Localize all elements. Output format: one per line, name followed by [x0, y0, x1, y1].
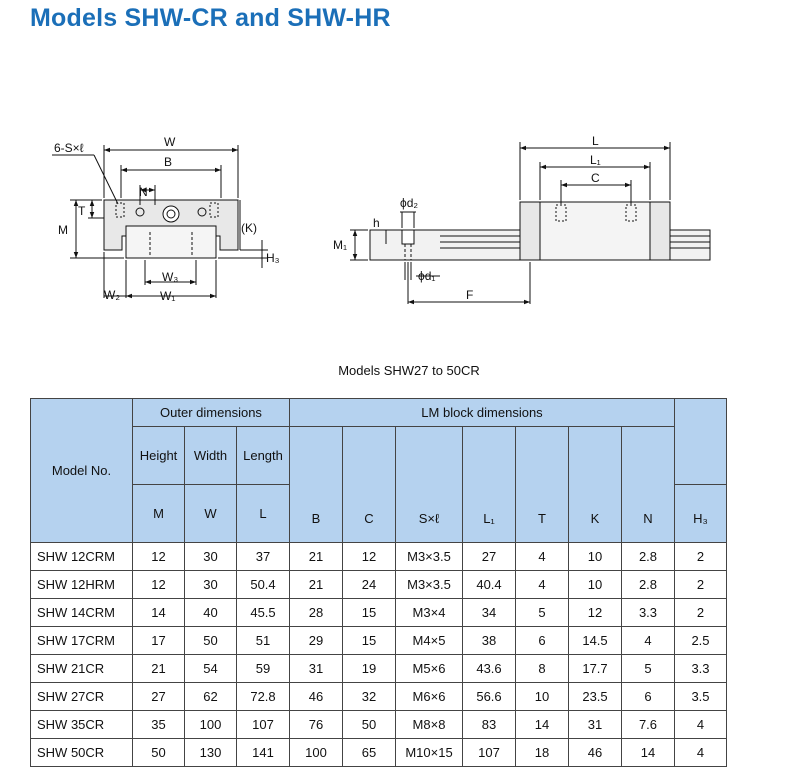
value-cell: 8: [516, 655, 569, 683]
header-sym-l1: L₁: [463, 427, 516, 543]
header-sym-l: L: [237, 485, 290, 543]
value-cell: 19: [343, 655, 396, 683]
value-cell: 100: [290, 739, 343, 767]
label-f: F: [466, 288, 474, 302]
value-cell: M10×15: [396, 739, 463, 767]
header-sym-b: B: [290, 427, 343, 543]
label-w3: W₃: [162, 270, 179, 284]
value-cell: 50: [133, 739, 185, 767]
model-cell: SHW 35CR: [31, 711, 133, 739]
label-c: C: [591, 171, 600, 185]
value-cell: 4: [675, 711, 727, 739]
page-title: Models SHW-CR and SHW-HR: [30, 4, 391, 32]
value-cell: 4: [516, 571, 569, 599]
label-d2: ϕd₂: [400, 196, 419, 210]
header-sym-c: C: [343, 427, 396, 543]
value-cell: 14: [622, 739, 675, 767]
label-h: h: [373, 216, 380, 230]
header-sym-s-l: S×ℓ: [396, 427, 463, 543]
label-s-l: 6-S×ℓ: [54, 141, 84, 155]
value-cell: 30: [185, 571, 237, 599]
label-w: W: [164, 135, 176, 149]
value-cell: M6×6: [396, 683, 463, 711]
value-cell: 30: [185, 543, 237, 571]
value-cell: 2.8: [622, 571, 675, 599]
model-cell: SHW 27CR: [31, 683, 133, 711]
value-cell: 43.6: [463, 655, 516, 683]
value-cell: 32: [343, 683, 396, 711]
front-view: [52, 145, 268, 298]
value-cell: 12: [133, 571, 185, 599]
value-cell: 27: [133, 683, 185, 711]
header-row-groups: [31, 399, 727, 427]
label-m1: M₁: [333, 238, 348, 252]
value-cell: 7.6: [622, 711, 675, 739]
model-cell: SHW 21CR: [31, 655, 133, 683]
value-cell: 3.3: [675, 655, 727, 683]
value-cell: 15: [343, 627, 396, 655]
value-cell: 2: [675, 571, 727, 599]
value-cell: 21: [133, 655, 185, 683]
value-cell: M5×6: [396, 655, 463, 683]
value-cell: 24: [343, 571, 396, 599]
value-cell: 17: [133, 627, 185, 655]
label-h3: H₃: [266, 251, 280, 265]
value-cell: 40.4: [463, 571, 516, 599]
value-cell: 38: [463, 627, 516, 655]
model-cell: SHW 17CRM: [31, 627, 133, 655]
label-m: M: [58, 223, 68, 237]
value-cell: 4: [622, 627, 675, 655]
table-row: [31, 571, 727, 599]
label-d1: ϕd₁: [418, 269, 436, 283]
header-sym-h3: H₃: [675, 485, 727, 543]
value-cell: 12: [343, 543, 396, 571]
value-cell: 56.6: [463, 683, 516, 711]
value-cell: 17.7: [569, 655, 622, 683]
value-cell: 2: [675, 599, 727, 627]
value-cell: 31: [290, 655, 343, 683]
value-cell: 4: [675, 739, 727, 767]
header-sym-w: W: [185, 485, 237, 543]
label-w1: W₁: [160, 289, 176, 303]
value-cell: 37: [237, 543, 290, 571]
value-cell: 50: [185, 627, 237, 655]
value-cell: 14: [133, 599, 185, 627]
model-cell: SHW 50CR: [31, 739, 133, 767]
value-cell: 54: [185, 655, 237, 683]
value-cell: 45.5: [237, 599, 290, 627]
value-cell: 3.3: [622, 599, 675, 627]
value-cell: 21: [290, 571, 343, 599]
header-lm-block-dimensions: LM block dimensions: [290, 399, 675, 427]
header-sym-m: M: [133, 485, 185, 543]
value-cell: 28: [290, 599, 343, 627]
header-sym-k: K: [569, 427, 622, 543]
value-cell: 5: [516, 599, 569, 627]
header-height: Height: [133, 427, 185, 485]
value-cell: 6: [516, 627, 569, 655]
label-n: N: [139, 185, 148, 199]
value-cell: 4: [516, 543, 569, 571]
value-cell: 15: [343, 599, 396, 627]
value-cell: 12: [569, 599, 622, 627]
table-row: [31, 543, 727, 571]
value-cell: M3×3.5: [396, 571, 463, 599]
value-cell: 18: [516, 739, 569, 767]
header-length: Length: [237, 427, 290, 485]
model-cell: SHW 14CRM: [31, 599, 133, 627]
header-h3-spacer: [675, 399, 727, 485]
value-cell: 51: [237, 627, 290, 655]
value-cell: 27: [463, 543, 516, 571]
front-center-circle: [163, 206, 179, 222]
header-model-no: Model No.: [31, 399, 133, 543]
dimension-table: [30, 398, 727, 767]
value-cell: 12: [133, 543, 185, 571]
header-sym-t: T: [516, 427, 569, 543]
value-cell: M8×8: [396, 711, 463, 739]
table-row: [31, 711, 727, 739]
value-cell: 10: [569, 571, 622, 599]
value-cell: 14: [516, 711, 569, 739]
value-cell: 29: [290, 627, 343, 655]
value-cell: 62: [185, 683, 237, 711]
header-sym-n: N: [622, 427, 675, 543]
value-cell: 6: [622, 683, 675, 711]
value-cell: 2: [675, 543, 727, 571]
value-cell: 3.5: [675, 683, 727, 711]
value-cell: 35: [133, 711, 185, 739]
label-w2: W₂: [104, 288, 120, 302]
value-cell: 100: [185, 711, 237, 739]
value-cell: 31: [569, 711, 622, 739]
value-cell: 72.8: [237, 683, 290, 711]
label-l: L: [592, 134, 599, 148]
value-cell: 14.5: [569, 627, 622, 655]
table-row: [31, 599, 727, 627]
table-caption: Models SHW27 to 50CR: [338, 363, 480, 378]
value-cell: 46: [290, 683, 343, 711]
value-cell: 23.5: [569, 683, 622, 711]
header-row-names: [31, 427, 727, 485]
value-cell: 83: [463, 711, 516, 739]
table-row: [31, 739, 727, 767]
value-cell: M3×4: [396, 599, 463, 627]
label-k: (K): [241, 221, 257, 235]
header-width: Width: [185, 427, 237, 485]
label-l1: L₁: [590, 153, 601, 167]
table-row: [31, 683, 727, 711]
value-cell: 141: [237, 739, 290, 767]
value-cell: 50: [343, 711, 396, 739]
value-cell: 5: [622, 655, 675, 683]
value-cell: M3×3.5: [396, 543, 463, 571]
value-cell: 76: [290, 711, 343, 739]
label-t: T: [78, 204, 86, 218]
value-cell: 107: [463, 739, 516, 767]
value-cell: 130: [185, 739, 237, 767]
side-view: [350, 142, 710, 304]
value-cell: 46: [569, 739, 622, 767]
model-cell: SHW 12HRM: [31, 571, 133, 599]
front-rail-outline: [126, 226, 216, 258]
value-cell: 10: [516, 683, 569, 711]
value-cell: 21: [290, 543, 343, 571]
value-cell: 40: [185, 599, 237, 627]
model-cell: SHW 12CRM: [31, 543, 133, 571]
table-row: [31, 627, 727, 655]
value-cell: 107: [237, 711, 290, 739]
value-cell: M4×5: [396, 627, 463, 655]
value-cell: 59: [237, 655, 290, 683]
value-cell: 10: [569, 543, 622, 571]
value-cell: 65: [343, 739, 396, 767]
value-cell: 2.8: [622, 543, 675, 571]
header-outer-dimensions: Outer dimensions: [133, 399, 290, 427]
label-b: B: [164, 155, 173, 169]
table-body: [31, 543, 727, 767]
value-cell: 34: [463, 599, 516, 627]
value-cell: 50.4: [237, 571, 290, 599]
value-cell: 2.5: [675, 627, 727, 655]
dimension-drawing: [0, 130, 790, 310]
table-row: [31, 655, 727, 683]
